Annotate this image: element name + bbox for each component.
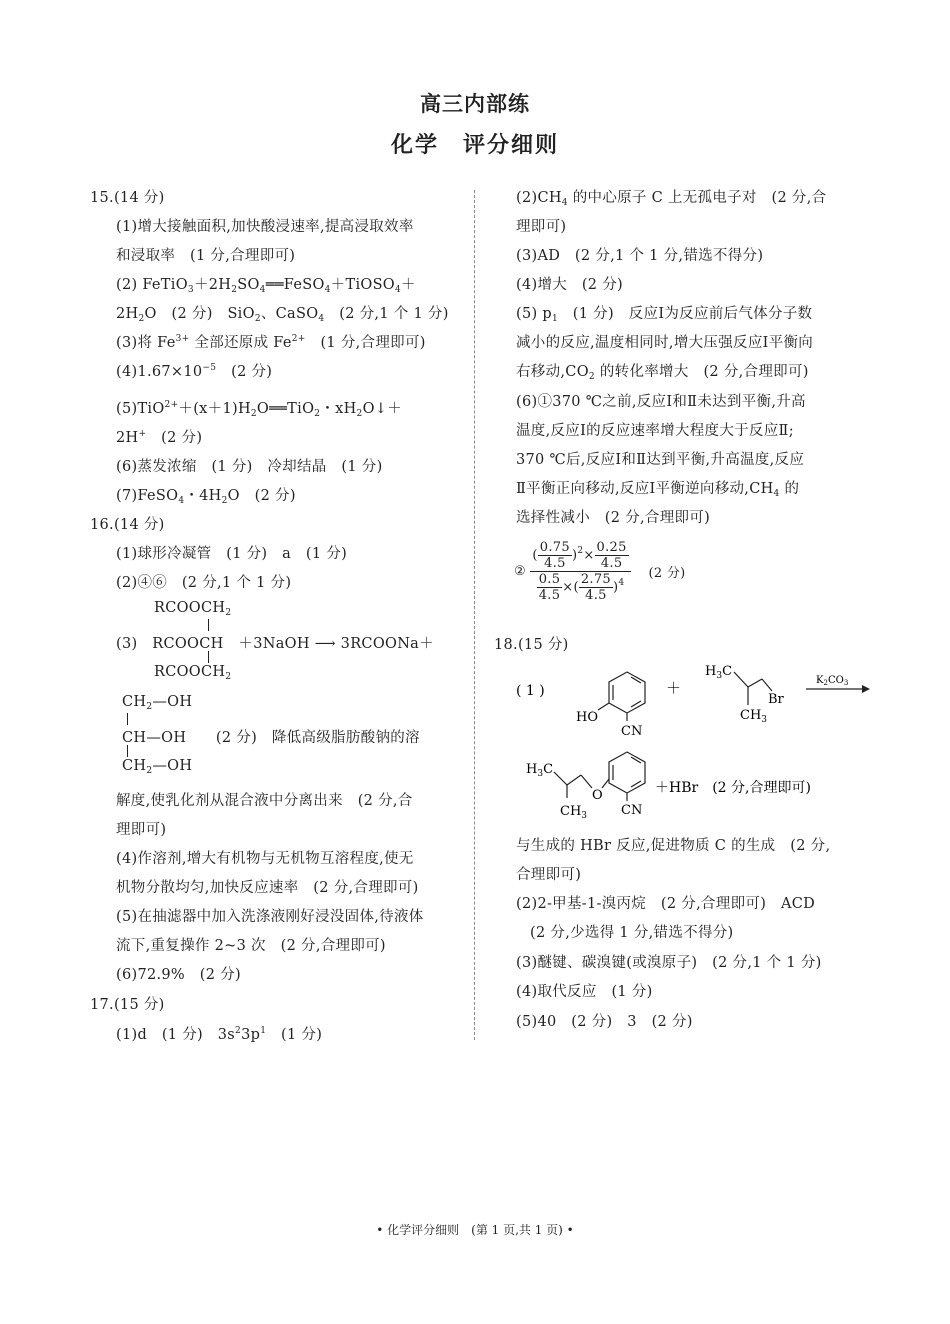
q17-line: 温度,反应Ⅰ的反应速率增大程度大于反应Ⅱ;: [516, 423, 794, 439]
q15-line: (2) $FeTiO_3+2H_2SO_4══FeSO_4+TiOSO_4+$: [116, 277, 416, 295]
q15-line: (3)将 $Fe^{3+}$ 全部还原成 $Fe^{2+}$ (1 分,合理即可): [116, 334, 426, 351]
q15-line: (7)FeSO$_4$・$4H_2O$ (2 分): [116, 488, 296, 506]
bond-line: [208, 651, 209, 663]
arrow-head-icon: [862, 685, 870, 693]
triglyceride-line: $RCOOCH_2$: [154, 600, 232, 618]
q15-line: $(5)TiO^{2+}+(x+1)H_2O══TiO_2$・$xH_2O↓+$: [116, 400, 402, 419]
q17-line: 370 ℃后,反应Ⅰ和Ⅱ达到平衡,升高温度,反应: [516, 452, 805, 468]
q18-line: (2 分,少选得 1 分,错选不得分): [530, 925, 734, 941]
plus-sign: ＋: [666, 679, 682, 697]
q17-line: 选择性减小 (2 分,合理即可): [516, 510, 711, 526]
glycerol-line: $CH_2—OH$: [122, 758, 193, 776]
q17-line: 右移动$,CO_2$ 的转化率增大 (2 分,合理即可): [516, 364, 809, 382]
eq-number: ( 1 ): [516, 683, 545, 699]
bromo-label: Br: [768, 692, 784, 707]
reagent-label: $K_2CO_3$: [816, 675, 849, 687]
hydroxy-label: HO: [576, 710, 598, 725]
q17-line: $(2)CH_4$ 的中心原子 C 上无孤电子对 (2 分,合: [516, 190, 827, 208]
page-footer: • 化学评分细则 (第 1 页,共 1 页) •: [376, 1223, 574, 1237]
q16-heading: 16.(14 分): [90, 517, 165, 533]
q17-line: (3)AD (2 分,1 个 1 分,错选不得分): [516, 248, 764, 264]
column-divider: [474, 190, 475, 1040]
ether-oxygen-label: O: [592, 788, 603, 803]
q16-line: (1)球形冷凝管 (1 分) a (1 分): [116, 546, 348, 562]
q16-line: 解度,使乳化剂从混合液中分离出来 (2 分,合: [116, 793, 413, 809]
triglyceride-line: (3) RCOOCH ＋3NaOH ⟶ 3RCOONa＋: [116, 636, 434, 652]
bond-line: [127, 713, 128, 725]
bond-line: [127, 745, 128, 757]
q15-heading: 15.(14 分): [90, 190, 165, 206]
methyl-label: $CH_3$: [560, 804, 588, 821]
alkyl-chain: [734, 672, 772, 705]
kp-formula: ② ( $\frac{0.75}{4.5}$ )$^2$× $\frac{0.25}{4.5}$ $\frac{0.5}{4.5}$ ×( $\frac{2.75}{4.5}$ )$^4$ (2 分): [514, 540, 686, 603]
q18-line: 与生成的 HBr 反应,促进物质 C 的生成 (2 分,: [516, 838, 831, 854]
q18-line: (3)醚键、碳溴键(或溴原子) (2 分,1 个 1 分): [516, 955, 822, 971]
glycerol-line: CH—OH (2 分) 降低高级脂肪酸钠的溶: [122, 730, 420, 746]
methyl-label: $H_3C$: [526, 762, 554, 779]
q17-heading: 17.(15 分): [90, 997, 165, 1013]
q17-line: 减小的反应,温度相同时,增大压强反应Ⅰ平衡向: [516, 335, 814, 351]
q15-line: 2H+ (2 分): [116, 429, 203, 446]
reaction-scheme: [500, 655, 880, 830]
page-subtitle: 高三内部练: [420, 91, 530, 116]
q17-line: (1)d (1 分) $3s^23p^1$ (1 分): [116, 1026, 323, 1043]
methyl-label: $H_3C$: [705, 664, 733, 681]
cyano-label: CN: [621, 724, 643, 739]
q18-line: 合理即可): [516, 867, 582, 883]
q16-line: 机物分散均匀,加快反应速率 (2 分,合理即可): [116, 880, 419, 896]
page-title: 化学 评分细则: [390, 132, 559, 158]
q16-line: (6)72.9% (2 分): [116, 967, 241, 983]
q16-line: (5)在抽滤器中加入洗涤液刚好浸没固体,待液体: [116, 909, 424, 925]
q17-line: 理即可): [516, 219, 567, 235]
q15-line: $(4)1.67\times 10^{-5}$ (2 分): [116, 363, 273, 380]
q16-line: 流下,重复操作 2~3 次 (2 分,合理即可): [116, 938, 386, 954]
q15-line: $2H_2O$ (2 分) SiO$_2$、CaSO$_4$ (2 分,1 个 1 分): [116, 306, 449, 324]
q18-line: (4)取代反应 (1 分): [516, 984, 653, 1000]
q16-line: (2)④⑥ (2 分,1 个 1 分): [116, 575, 292, 591]
q17-line: Ⅱ平衡正向移动,反应Ⅰ平衡逆向移动$,CH_4$ 的: [516, 481, 800, 499]
cyano-label: CN: [621, 803, 643, 818]
q18-line: (2)2-甲基-1-溴丙烷 (2 分,合理即可) ACD: [516, 896, 816, 912]
product-tail: ＋HBr (2 分,合理即可): [655, 780, 811, 796]
q17-line: (4)增大 (2 分): [516, 277, 623, 293]
q18-heading: 18.(15 分): [494, 637, 569, 653]
q17-line: (6)①370 ℃之前,反应Ⅰ和Ⅱ未达到平衡,升高: [516, 394, 806, 410]
q15-line: 和浸取率 (1 分,合理即可): [116, 248, 296, 264]
q17-line: (5) $p_1$ (1 分) 反应Ⅰ为反应前后气体分子数: [516, 306, 813, 324]
q16-line: 理即可): [116, 822, 167, 838]
methyl-label: $CH_3$: [740, 708, 768, 725]
bond-line: [208, 619, 209, 631]
q18-line: (5)40 (2 分) 3 (2 分): [516, 1014, 693, 1030]
q15-line: (1)增大接触面积,加快酸浸速率,提高浸取效率: [116, 219, 414, 235]
q15-line: (6)蒸发浓缩 (1 分) 冷却结晶 (1 分): [116, 459, 383, 475]
glycerol-line: $CH_2—OH$: [122, 694, 193, 712]
benzene-ring-icon: [598, 672, 645, 721]
kp-fraction: ( $\frac{0.75}{4.5}$ )$^2$× $\frac{0.25}{4.5}$ $\frac{0.5}{4.5}$ ×( $\frac{2.75}{4.5}$ )$^4$: [530, 540, 630, 603]
triglyceride-line: $RCOOCH_2$: [154, 664, 232, 682]
q16-line: (4)作溶剂,增大有机物与无机物互溶程度,使无: [116, 851, 414, 867]
